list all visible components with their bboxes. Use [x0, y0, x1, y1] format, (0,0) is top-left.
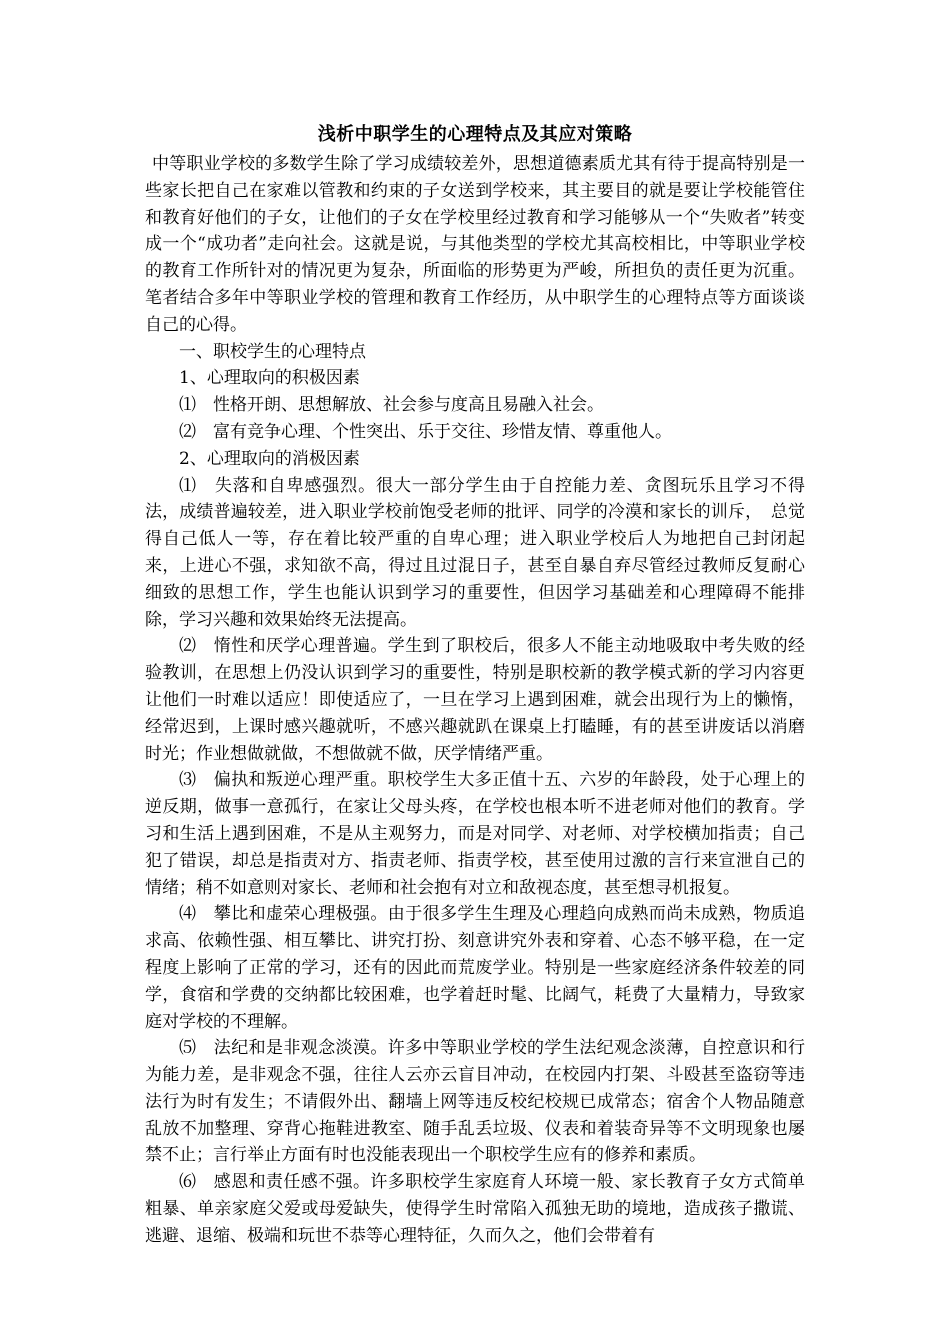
positive-item-1: ⑴ 性格开朗、思想解放、社会参与度高且易融入社会。 [179, 395, 604, 416]
positive-factors-heading: 1、心理取向的积极因素 [179, 368, 360, 389]
section1-heading: 一、职校学生的心理特点 [179, 341, 366, 362]
document-page [145, 123, 805, 1250]
intro-paragraph: 中等职业学校的多数学生除了学习成绩较差外，思想道德素质尤其有待于提高特别是一些家长把自己在家难以管教和约束的子女送到学校来，其主要目的就是要让学校能管住和教育好他们的子女，让他们的子女在学校里经过教育和学习能够从一个“失败者”转变成一个“成功者”走向社会。这就是说，与其他类型的学校尤其高校相比，中等职业学校的教育工作所针对的情况更为复杂，所面临的形势更为严峻，所担负的责任更为沉重。笔者结合多年中等职业学校的管理和教育工作经历，从中职学生的心理特点等方面谈谈自己的心得。 [145, 154, 805, 335]
positive-item-2: ⑵ 富有竞争心理、个性突出、乐于交往、珍惜友情、尊重他人。 [179, 421, 672, 442]
negative-item-1: ⑴ 失落和自卑感强烈。很大一部分学生由于自控能力差、贪图玩乐且学习不得法，成绩普遍较差，进入职业学校前饱受老师的批评、同学的冷漠和家长的训斥， 总觉得自己低人一等，存在着比较严重的自卑心理；进入职业学校后人为地把自己封闭起来，上进心不强，求知欲不高，得过且过混日子，甚至自暴自弃尽管经过教师反复耐心细致的思想工作，学生也能认识到学习的重要性，但因学习基础差和心理障碍不能排除，学习兴趣和效果始终无法提高。 [145, 475, 805, 630]
negative-factors-heading: 2、心理取向的消极因素 [179, 448, 360, 469]
negative-item-5: ⑸ 法纪和是非观念淡漠。许多中等职业学校的学生法纪观念淡薄，自控意识和行为能力差，是非观念不强，往往人云亦云盲目冲动，在校园内打架、斗殴甚至盗窃等违法行为时有发生；不请假外出、翻墙上网等违反校纪校规已成常态；宿舍个人物品随意乱放不加整理、穿背心拖鞋进教室、随手乱丢垃圾、仪表和着装奇异等不文明现象也屡禁不止；言行举止方面有时也没能表现出一个职校学生应有的修养和素质。 [145, 1038, 805, 1166]
negative-item-4: ⑷ 攀比和虚荣心理极强。由于很多学生生理及心理趋向成熟而尚未成熟，物质追求高、依赖性强、相互攀比、讲究打扮、刻意讲究外表和穿着、心态不够平稳，在一定程度上影响了正常的学习，还有的因此而荒废学业。特别是一些家庭经济条件较差的同学，食宿和学费的交纳都比较困难，也学着赶时髦、比阔气，耗费了大量精力，导致家庭对学校的不理解。 [145, 904, 805, 1032]
negative-item-2: ⑵ 惰性和厌学心理普遍。学生到了职校后，很多人不能主动地吸取中考失败的经验教训，在思想上仍没认识到学习的重要性，特别是职校新的教学模式新的学习内容更让他们一时难以适应！即使适应了，一旦在学习上遇到困难，就会出现行为上的懒惰，经常迟到，上课时感兴趣就听，不感兴趣就趴在课桌上打瞌睡，有的甚至讲废话以消磨时光；作业想做就做，不想做就不做，厌学情绪严重。 [145, 636, 805, 764]
negative-item-6: ⑹ 感恩和责任感不强。许多职校学生家庭育人环境一般、家长教育子女方式简单粗暴、单亲家庭父爱或母爱缺失，使得学生时常陷入孤独无助的境地，造成孩子撒谎、逃避、退缩、极端和玩世不恭等心理特征，久而久之，他们会带着有 [145, 1172, 805, 1246]
document-title: 浅析中职学生的心理特点及其应对策略 [317, 124, 633, 145]
negative-item-3: ⑶ 偏执和叛逆心理严重。职校学生大多正值十五、六岁的年龄段，处于心理上的逆反期，做事一意孤行，在家让父母头疼，在学校也根本听不进老师对他们的教育。学习和生活上遇到困难，不是从主观努力，而是对同学、对老师、对学校横加指责；自己犯了错误，却总是指责对方、指责老师、指责学校，甚至使用过激的言行来宣泄自己的情绪；稍不如意则对家长、老师和社会抱有对立和敌视态度，甚至想寻机报复。 [145, 770, 805, 898]
